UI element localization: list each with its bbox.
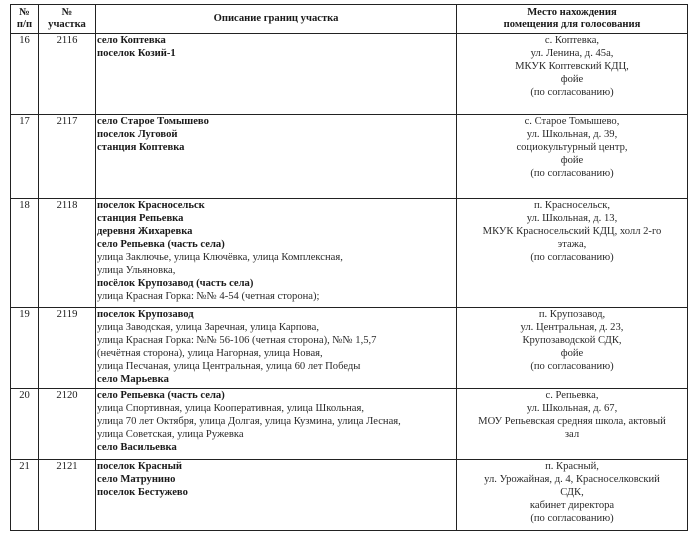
polling-place-line: кабинет директора xyxy=(529,500,615,511)
settlement-name: станция Репьевка xyxy=(97,213,184,224)
polling-place xyxy=(457,460,688,531)
polling-place-line: (по согласованию) xyxy=(530,87,614,98)
settlement-name: село Репьевка (часть села) xyxy=(97,239,225,250)
precinct-number: 2119 xyxy=(39,308,96,389)
street-list: (нечётная сторона), улица Нагорная, улица Новая, xyxy=(97,348,323,359)
polling-place-line: зал xyxy=(564,429,580,440)
settlement-name: деревня Жихаревка xyxy=(97,226,193,237)
polling-place-line: ул. Школьная, д. 39, xyxy=(526,129,618,140)
row-number: 21 xyxy=(11,460,39,531)
boundary-description xyxy=(96,34,457,115)
precinct-number: 2117 xyxy=(39,115,96,199)
polling-place-line: МОУ Репьевская средняя школа, актовый xyxy=(478,416,666,427)
header-place-line2: помещения для голосования xyxy=(503,19,641,30)
polling-place xyxy=(457,308,688,389)
polling-place-line: СДК, xyxy=(560,487,584,498)
polling-place-line: (по согласованию) xyxy=(530,361,614,372)
polling-place-line: ул. Школьная, д. 67, xyxy=(526,403,618,414)
street-list: улица Заключье, улица Ключёвка, улица Комплексная, xyxy=(97,252,343,263)
settlement-name: станция Коптевка xyxy=(97,142,185,153)
settlement-name: посёлок Крупозавод (часть села) xyxy=(97,278,254,289)
row-number: 20 xyxy=(11,389,39,460)
polling-place-line: социокультурный центр, xyxy=(516,142,628,153)
precinct-number: 2121 xyxy=(39,460,96,531)
polling-place-line: с. Коптевка, xyxy=(544,35,600,46)
polling-place-line: п. Красный, xyxy=(545,461,599,472)
polling-place xyxy=(457,389,688,460)
polling-place-line: п. Крупозавод, xyxy=(538,309,606,320)
boundary-description xyxy=(96,460,457,531)
row-number: 18 xyxy=(11,199,39,308)
header-num xyxy=(11,5,39,34)
settlement-name: поселок Крупозавод xyxy=(97,309,194,320)
settlement-name: поселок Красный xyxy=(97,461,182,472)
polling-place-line: (по согласованию) xyxy=(530,252,614,263)
street-list: улица Красная Горка: №№ 56-106 (четная сторона), №№ 1,5,7 xyxy=(97,335,377,346)
polling-place-line: (по согласованию) xyxy=(530,513,614,524)
table-body xyxy=(11,34,688,531)
boundary-description xyxy=(96,199,457,308)
boundary-description xyxy=(96,308,457,389)
table-row xyxy=(11,308,688,389)
street-list: улица Спортивная, улица Кооперативная, улица Школьная, xyxy=(97,403,364,414)
polling-place xyxy=(457,115,688,199)
settlement-name: село Коптевка xyxy=(97,35,166,46)
header-place-line1: Место нахождения xyxy=(527,7,617,18)
header-place xyxy=(457,5,688,34)
header-uch-line2: участка xyxy=(48,19,86,30)
precinct-number: 2116 xyxy=(39,34,96,115)
settlement-name: поселок Козий-1 xyxy=(97,48,176,59)
polling-place-line: МКУК Коптевский КДЦ, xyxy=(515,61,629,72)
polling-place-line: фойе xyxy=(560,74,584,85)
polling-place-line: МКУК Красносельский КДЦ, холл 2-го xyxy=(482,226,662,237)
header-description: Описание границ участка xyxy=(96,5,457,34)
polling-place-line: ул. Урожайная, д. 4, Красноселковский xyxy=(484,474,660,485)
polling-place-line: ул. Школьная, д. 13, xyxy=(526,213,618,224)
settlement-name: село Старое Томышево xyxy=(97,116,209,127)
polling-place-line: фойе xyxy=(560,155,584,166)
street-list: улица Красная Горка: №№ 4-54 (четная сторона); xyxy=(97,291,320,302)
street-list: улица Советская, улица Ружевка xyxy=(97,429,244,440)
table-row xyxy=(11,460,688,531)
table-row xyxy=(11,34,688,115)
settlement-name: поселок Луговой xyxy=(97,129,178,140)
table-header-row xyxy=(11,5,688,34)
settlement-name: село Васильевка xyxy=(97,442,177,453)
boundary-description xyxy=(96,389,457,460)
settlement-name: поселок Бестужево xyxy=(97,487,188,498)
row-number: 16 xyxy=(11,34,39,115)
row-number: 17 xyxy=(11,115,39,199)
polling-place-line: (по согласованию) xyxy=(530,168,614,179)
precinct-number: 2118 xyxy=(39,199,96,308)
table-row xyxy=(11,389,688,460)
settlement-name: село Репьевка (часть села) xyxy=(97,390,225,401)
polling-place-line: этажа, xyxy=(557,239,587,250)
table-row xyxy=(11,199,688,308)
row-number: 19 xyxy=(11,308,39,389)
header-uchastok xyxy=(39,5,96,34)
settlement-name: село Матрунино xyxy=(97,474,176,485)
precinct-number: 2120 xyxy=(39,389,96,460)
polling-place xyxy=(457,199,688,308)
polling-place-line: п. Красносельск, xyxy=(533,200,611,211)
polling-place-line: с. Репьевка, xyxy=(545,390,599,401)
street-list: улица Заводская, улица Заречная, улица Карпова, xyxy=(97,322,320,333)
boundary-description xyxy=(96,115,457,199)
street-list: улица Песчаная, улица Центральная, улица 60 лет Победы xyxy=(97,361,361,372)
polling-place-line: Крупозаводской СДК, xyxy=(522,335,622,346)
settlement-name: село Марьевка xyxy=(97,374,169,385)
polling-stations-table xyxy=(10,4,688,531)
polling-place-line: ул. Ленина, д. 45а, xyxy=(530,48,614,59)
table-row xyxy=(11,115,688,199)
polling-place-line: с. Старое Томышево, xyxy=(524,116,620,127)
header-uch-line1: № xyxy=(61,7,73,18)
street-list: улица 70 лет Октября, улица Долгая, улица Кузмина, улица Лесная, xyxy=(97,416,401,427)
polling-place-line: ул. Центральная, д. 23, xyxy=(520,322,624,333)
settlement-name: поселок Красносельск xyxy=(97,200,205,211)
polling-place-line: фойе xyxy=(560,348,584,359)
header-num-line2: п/п xyxy=(16,19,33,30)
street-list: улица Ульяновка, xyxy=(97,265,176,276)
polling-place xyxy=(457,34,688,115)
header-num-line1: № xyxy=(19,7,30,18)
